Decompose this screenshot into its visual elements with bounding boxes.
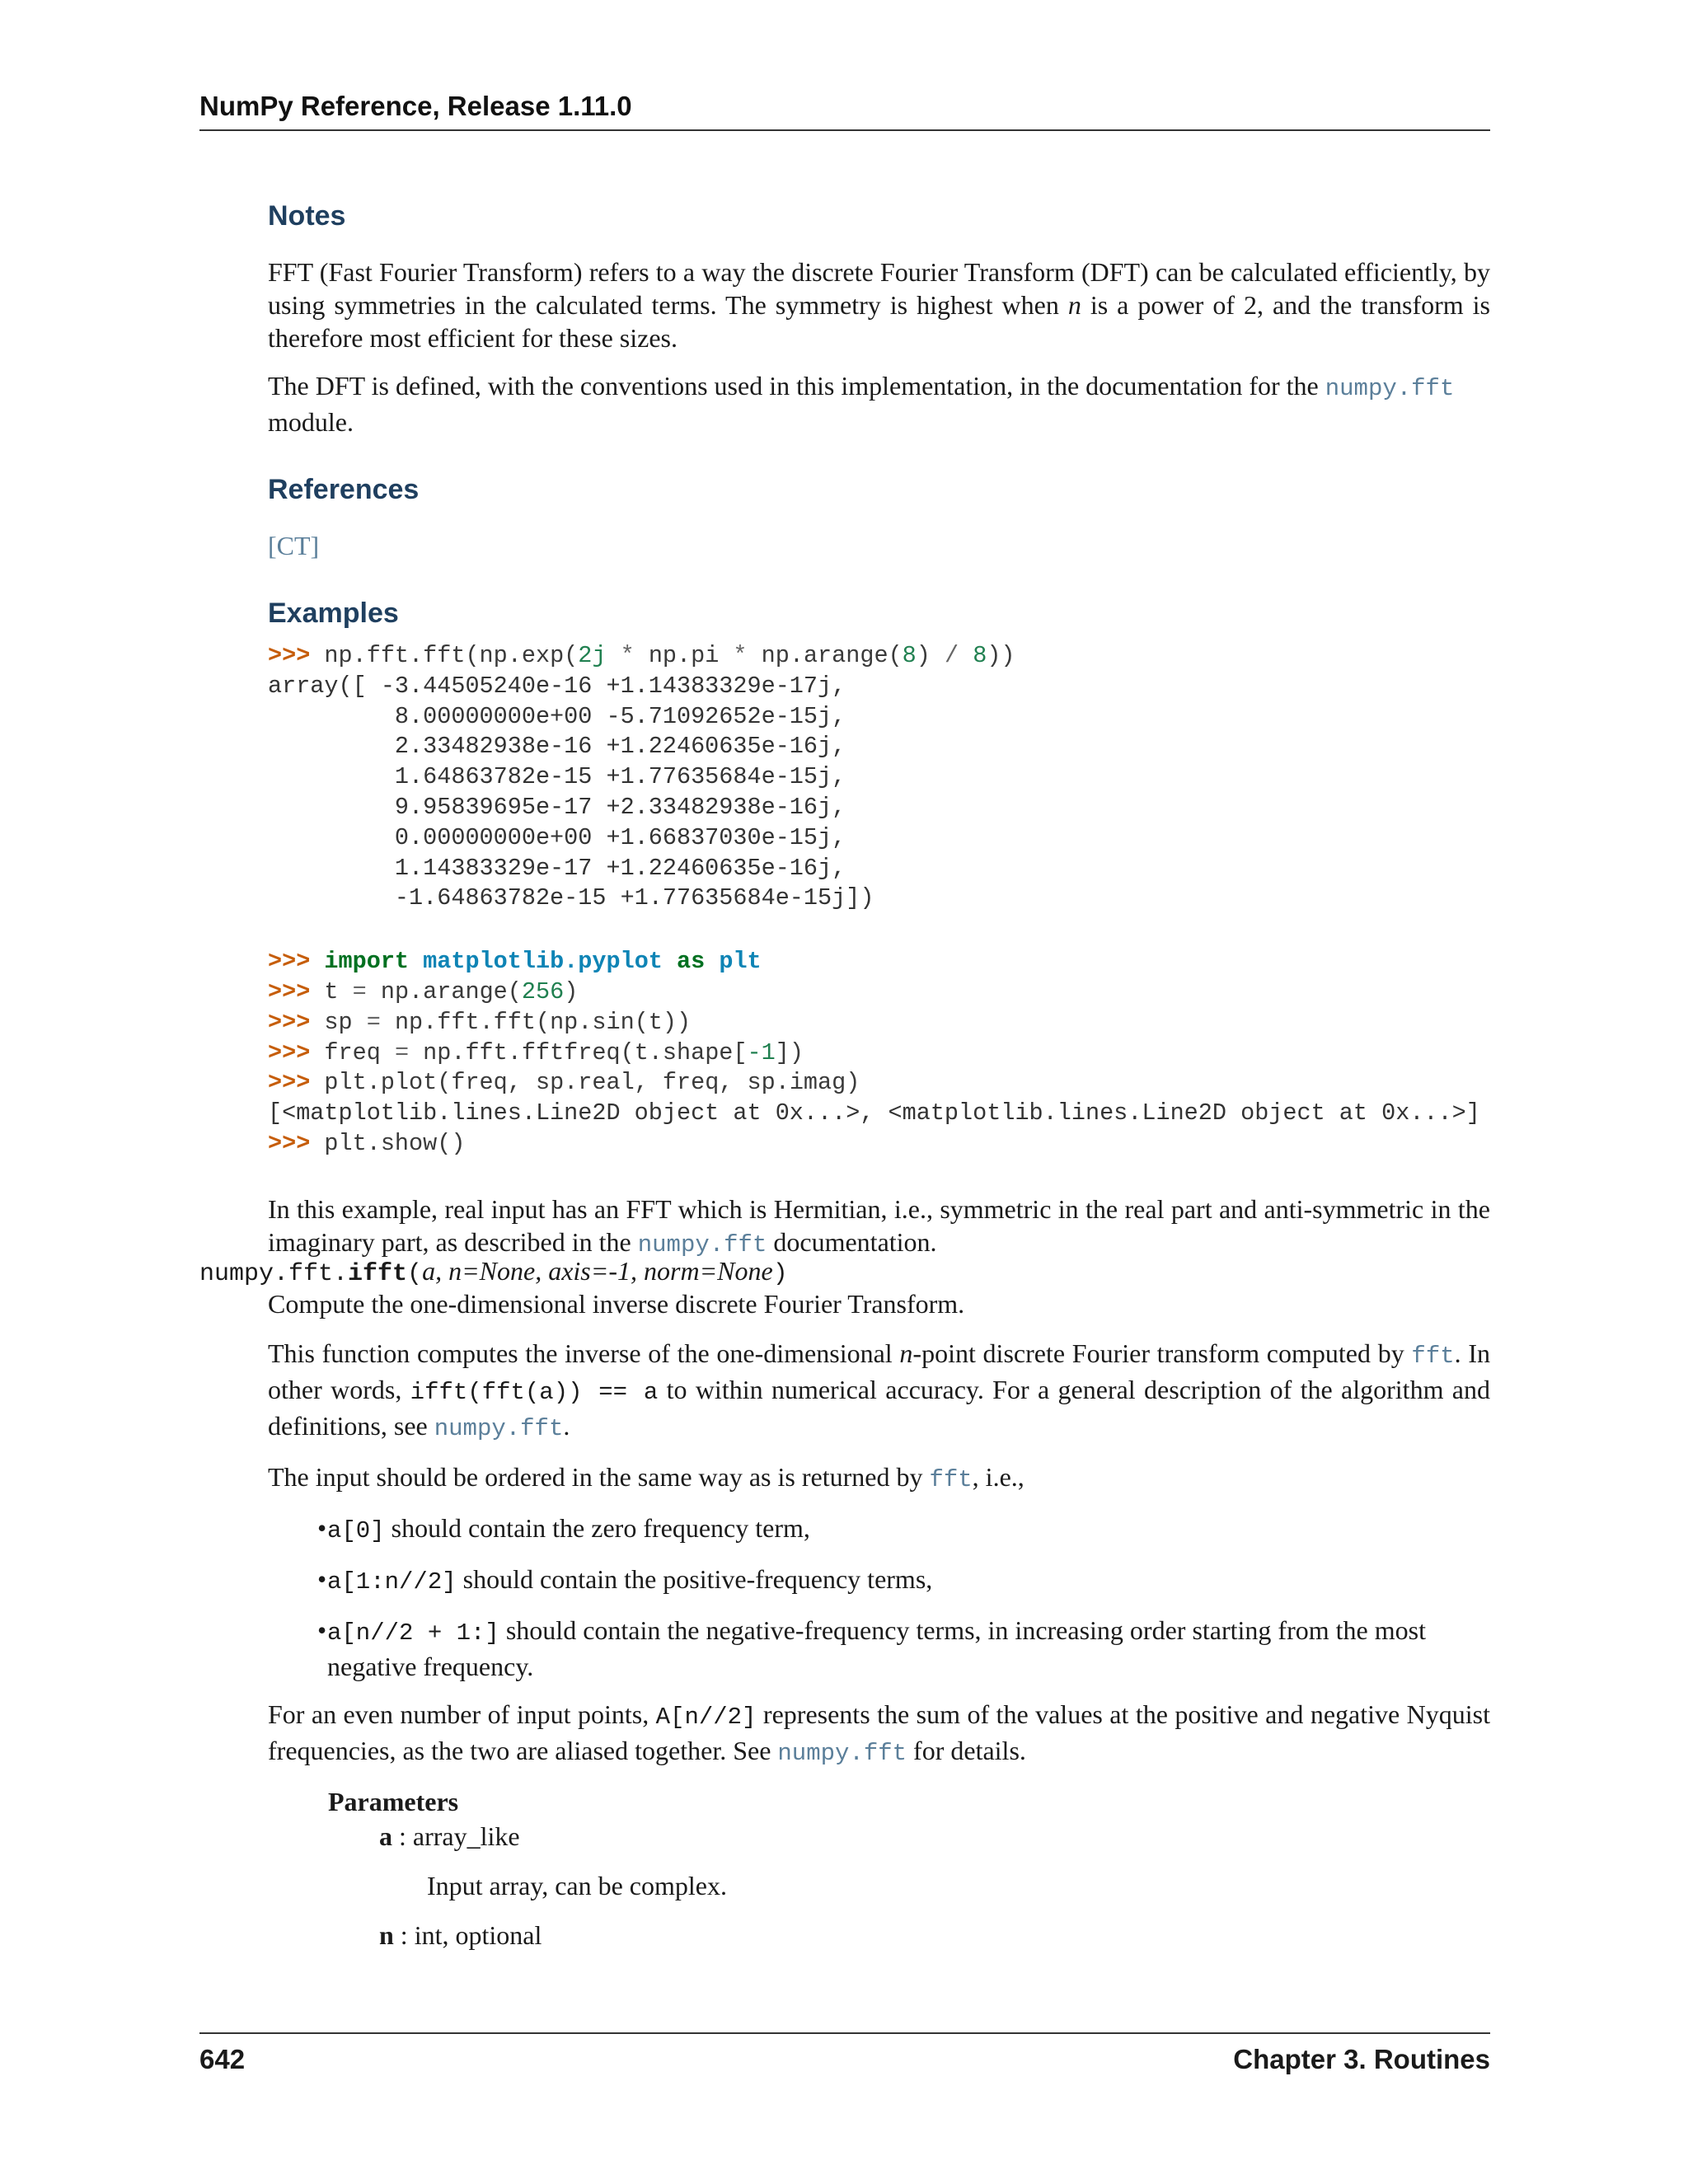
notes-examples-section xyxy=(268,194,1490,1277)
param-a-description: Input array, can be complex. xyxy=(427,1871,727,1900)
ifft-paragraph-1 xyxy=(268,1337,1490,1446)
array-output-line: 1.64863782e-15 +1.77635684e-15j, xyxy=(268,763,846,791)
ifft-text: . In other words, xyxy=(268,1338,1491,1404)
code-token: np.arange( xyxy=(761,642,903,669)
code-token: )) xyxy=(987,642,1015,669)
ifft-description xyxy=(268,1287,1490,1952)
numpy-fft-link[interactable]: numpy.fft xyxy=(637,1230,767,1258)
param-name: a xyxy=(379,1821,392,1851)
param-a xyxy=(379,1820,1490,1853)
running-header: NumPy Reference, Release 1.11.0 xyxy=(199,91,632,121)
references-heading: References xyxy=(268,474,420,505)
param-name: n xyxy=(379,1920,394,1950)
array-output-line: 1.14383329e-17 +1.22460635e-16j, xyxy=(268,854,846,882)
numpy-fft-link[interactable]: numpy.fft xyxy=(434,1415,564,1442)
fft-link[interactable]: fft xyxy=(1411,1343,1455,1370)
inline-code: a[1:n//2] xyxy=(327,1568,457,1596)
prompt: >>> xyxy=(268,1008,311,1036)
notes-text: The DFT is defined, with the conventions used in this implementation, in the documentation for the xyxy=(268,371,1325,401)
list-item xyxy=(317,1563,1490,1599)
ct-reference-link[interactable]: [CT] xyxy=(268,531,320,560)
list-item-text: negative frequency. xyxy=(327,1652,534,1681)
list-item xyxy=(317,1614,1490,1683)
ifft-var-n: n xyxy=(899,1338,913,1368)
explanation-text: In this example, real input has an FFT which is Hermitian, i.e., symmetric in the real part and anti-symmetric in the imaginary part, as described in the xyxy=(268,1193,1490,1257)
notes-text: is a power of 2, and the transform is therefore most efficient for these sizes. xyxy=(268,290,1491,353)
examples-heading: Examples xyxy=(268,598,399,629)
code-token: / xyxy=(945,642,959,669)
prompt: >>> xyxy=(268,1129,311,1157)
inline-code: A[n//2] xyxy=(655,1704,757,1731)
code-token: -1 xyxy=(747,1038,776,1066)
code-token: 256 xyxy=(521,977,565,1005)
list-item xyxy=(317,1511,1490,1548)
param-type: : int, optional xyxy=(393,1920,542,1950)
array-output-line: 0.00000000e+00 +1.66837030e-15j, xyxy=(268,823,846,851)
code-token: np.pi xyxy=(648,642,720,669)
code-token: np.fft.fft(np.sin(t)) xyxy=(380,1008,692,1036)
inline-code: a[0] xyxy=(327,1517,385,1544)
list-item-text: should contain the negative-frequency terms, in increasing order starting from the most xyxy=(499,1615,1426,1645)
footer-rule xyxy=(199,2032,1490,2034)
notes-var-n: n xyxy=(1067,290,1081,320)
prompt: >>> xyxy=(268,1069,311,1097)
code-token: np.arange( xyxy=(366,977,522,1005)
ifft-text: For an even number of input points, xyxy=(268,1699,656,1729)
code-token: t xyxy=(324,977,353,1005)
code-token: ) xyxy=(916,642,945,669)
prompt: >>> xyxy=(268,1038,311,1066)
array-output-line: 9.95839695e-17 +2.33482938e-16j, xyxy=(268,793,846,821)
ifft-text: This function computes the inverse of the one-dimensional xyxy=(268,1338,900,1368)
notes-text: module. xyxy=(268,407,354,437)
param-type: : array_like xyxy=(392,1821,520,1851)
code-token: plt.show() xyxy=(324,1129,466,1157)
inline-code: a[n//2 + 1:] xyxy=(327,1619,499,1647)
code-token: 2j xyxy=(578,642,607,669)
code-token: 8 xyxy=(902,642,917,669)
prompt: >>> xyxy=(268,948,311,976)
code-token: np.fft.fftfreq(t.shape[ xyxy=(409,1038,748,1066)
ifft-text: to within numerical accuracy. For a general description of the algorithm and definitions, see xyxy=(268,1375,1491,1441)
code-token: * xyxy=(606,642,649,669)
ifft-text: -point discrete Fourier transform computed by xyxy=(912,1338,1412,1368)
ifft-paragraph-3 xyxy=(268,1698,1490,1770)
array-output-line: 8.00000000e+00 -5.71092652e-15j, xyxy=(268,702,846,730)
chapter-title: Chapter 3. Routines xyxy=(1233,2044,1490,2074)
code-token: sp xyxy=(324,1008,367,1036)
header-rule xyxy=(199,129,1490,131)
list-item-text: should contain the positive-frequency terms, xyxy=(456,1564,933,1594)
signature-paren: ( xyxy=(407,1260,423,1288)
array-output-line: 2.33482938e-16 +1.22460635e-16j, xyxy=(268,733,846,761)
signature-module: numpy.fft. xyxy=(199,1260,349,1288)
parameters-heading: Parameters xyxy=(328,1787,459,1816)
example-explanation xyxy=(268,1193,1490,1262)
ifft-text: . xyxy=(563,1411,570,1441)
parameters-list xyxy=(328,1785,1490,1952)
ifft-paragraph-2 xyxy=(268,1460,1490,1497)
code-token: plt.plot(freq, sp.real, freq, sp.imag) xyxy=(324,1069,860,1097)
fft-link[interactable]: fft xyxy=(929,1466,973,1493)
code-token: import xyxy=(324,948,410,976)
explanation-text: documentation. xyxy=(767,1226,937,1257)
code-token: = xyxy=(366,1008,381,1036)
example-code-block-1 xyxy=(268,641,1490,914)
notes-heading: Notes xyxy=(268,200,346,232)
code-token: as xyxy=(677,948,706,976)
code-token xyxy=(959,642,973,669)
notes-paragraph-1 xyxy=(268,255,1490,354)
param-n xyxy=(379,1919,1490,1952)
numpy-fft-link[interactable]: numpy.fft xyxy=(1325,375,1455,402)
ifft-text: for details. xyxy=(907,1736,1026,1765)
code-token: = xyxy=(352,977,367,1005)
code-token: np.fft.fft(np.exp( xyxy=(324,642,579,669)
code-token: freq xyxy=(324,1038,395,1066)
inline-code: ifft(fft(a)) == a xyxy=(410,1379,659,1406)
references-list xyxy=(268,529,1490,562)
ifft-text: represents the sum of the values at the positive and negative Nyquist frequencies, as the two are aliased together. See xyxy=(268,1699,1491,1765)
page-number: 642 xyxy=(199,2044,246,2074)
prompt: >>> xyxy=(268,642,311,669)
ifft-text: , i.e., xyxy=(972,1462,1025,1492)
prompt: >>> xyxy=(268,977,311,1005)
signature-function-name: ifft xyxy=(348,1260,408,1288)
code-token: plt xyxy=(719,948,762,976)
ifft-text: The input should be ordered in the same way as is returned by xyxy=(268,1462,930,1492)
example-code-block-2 xyxy=(268,947,1490,1160)
code-token: matplotlib.pyplot xyxy=(423,948,663,976)
notes-paragraph-2 xyxy=(268,369,1490,438)
signature-args: a, n=None, axis=-1, norm=None xyxy=(422,1256,773,1286)
signature-paren: ) xyxy=(772,1260,788,1288)
code-token: ) xyxy=(564,977,579,1005)
code-token: = xyxy=(394,1038,410,1066)
bullet-dot: • xyxy=(317,1513,327,1543)
ifft-summary: Compute the one-dimensional inverse discrete Fourier Transform. xyxy=(268,1289,965,1319)
code-token: * xyxy=(719,642,762,669)
ifft-signature xyxy=(199,1254,788,1291)
list-item-text: should contain the zero frequency term, xyxy=(384,1513,810,1543)
bullet-dot: • xyxy=(317,1564,327,1594)
code-token: ]) xyxy=(775,1038,804,1066)
numpy-fft-link[interactable]: numpy.fft xyxy=(777,1740,907,1767)
notes-text: FFT (Fast Fourier Transform) refers to a way the discrete Fourier Transform (DFT) can be calculated efficiently, by using symmetries in the calculated terms. The symmetry is highest when xyxy=(268,257,1490,320)
bullet-dot: • xyxy=(317,1615,327,1645)
code-token: 8 xyxy=(973,642,987,669)
plot-output-line: [<matplotlib.lines.Line2D object at 0x...>, <matplotlib.lines.Line2D object at 0x...>] xyxy=(268,1099,1480,1127)
array-output-line: -1.64863782e-15 +1.77635684e-15j]) xyxy=(268,884,874,912)
array-output-line: array([ -3.44505240e-16 +1.14383329e-17j, xyxy=(268,672,846,700)
